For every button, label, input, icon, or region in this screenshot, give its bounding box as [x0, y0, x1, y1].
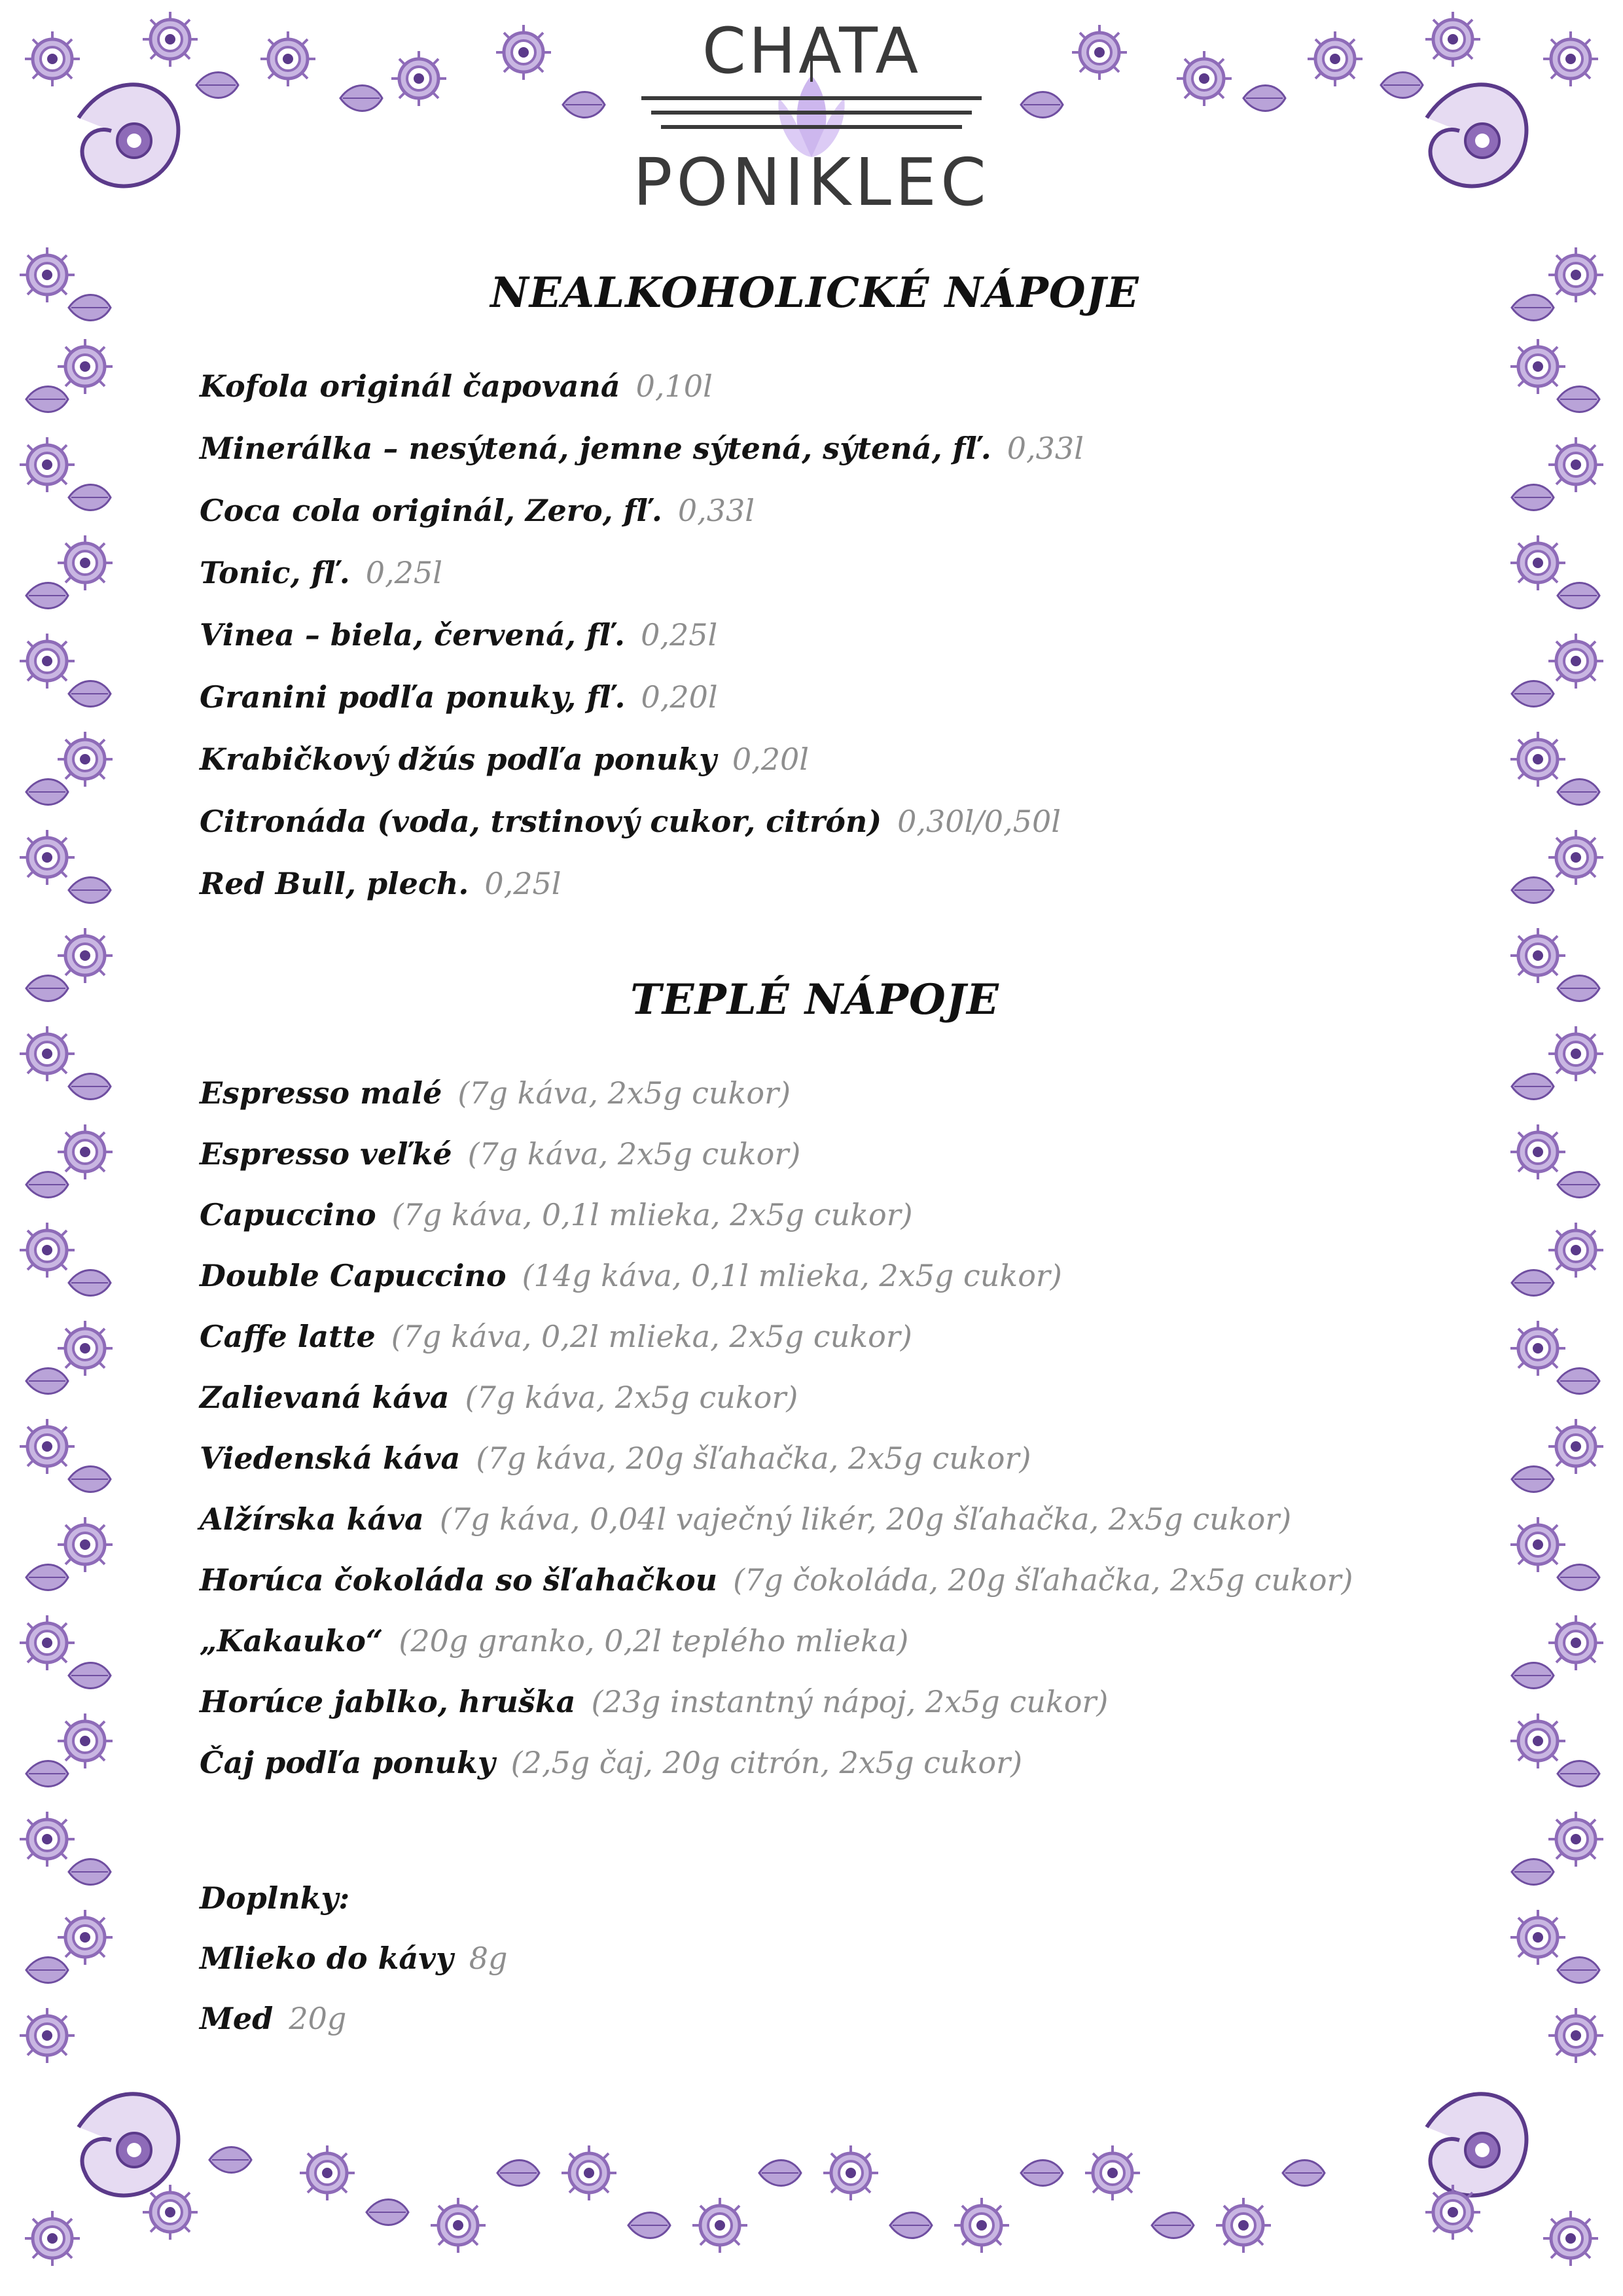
- item-name: Espresso veľké: [200, 1136, 452, 1172]
- item-name: Capuccino: [200, 1197, 376, 1232]
- menu-item: [200, 1743, 1022, 1782]
- menu-item: [200, 1073, 791, 1113]
- menu-item: [200, 1439, 1031, 1478]
- menu-item: [200, 1317, 912, 1356]
- item-name: Red Bull, plech.: [200, 866, 469, 901]
- menu-item: [200, 553, 442, 592]
- item-detail: (7g káva, 20g šľahačka, 2x5g cukor): [476, 1441, 1031, 1476]
- item-name: Kofola originál čapovaná: [200, 368, 620, 404]
- item-detail: (7g čokoláda, 20g šľahačka, 2x5g cukor): [733, 1562, 1353, 1598]
- item-name: Minerálka – nesýtená, jemne sýtená, sýtená, fľ.: [200, 431, 991, 466]
- item-name: Tonic, fľ.: [200, 555, 350, 590]
- item-name: Caffe latte: [200, 1319, 376, 1354]
- item-detail: (2,5g čaj, 20g citrón, 2x5g cukor): [510, 1745, 1023, 1780]
- menu-item: [200, 1499, 1291, 1539]
- menu-item: [200, 677, 718, 717]
- item-detail: 0,25l: [484, 866, 562, 901]
- section-title-teple: TEPLÉ NÁPOJE: [630, 975, 999, 1024]
- item-detail: (14g káva, 0,1l mlieka, 2x5g cukor): [522, 1258, 1062, 1293]
- menu-item: [200, 429, 1084, 468]
- item-name: Vinea – biela, červená, fľ.: [200, 617, 626, 653]
- item-detail: (7g káva, 0,2l mlieka, 2x5g cukor): [391, 1319, 912, 1354]
- item-name: Krabičkový džús podľa ponuky: [200, 742, 717, 777]
- menu-item: [200, 1939, 507, 1978]
- item-detail: 0,33l: [1007, 431, 1084, 466]
- logo-bottom-text: PONIKLEC: [633, 144, 990, 221]
- item-detail: 0,33l: [677, 493, 755, 528]
- item-name: Zalievaná káva: [200, 1380, 450, 1415]
- item-detail: 0,25l: [641, 617, 718, 653]
- menu-item: [200, 740, 809, 779]
- item-detail: 0,30l/0,50l: [897, 804, 1061, 839]
- menu-item: [200, 1134, 800, 1174]
- chata-poniklec-logo: [628, 7, 995, 221]
- menu-item: [200, 491, 755, 530]
- item-detail: 0,10l: [635, 368, 713, 404]
- item-detail: (23g instantný nápoj, 2x5g cukor): [591, 1684, 1109, 1719]
- menu-item: [200, 1682, 1108, 1721]
- menu-item: [200, 864, 562, 903]
- item-detail: (7g káva, 2x5g cukor): [465, 1380, 798, 1415]
- item-name: Med: [200, 2001, 274, 2036]
- item-name: Citronáda (voda, trstinový cukor, citrón): [200, 804, 882, 839]
- item-detail: 0,20l: [641, 679, 718, 715]
- menu-item: [200, 1256, 1062, 1295]
- item-name: Mlieko do kávy: [200, 1941, 454, 1976]
- item-detail: (7g káva, 0,1l mlieka, 2x5g cukor): [391, 1197, 913, 1232]
- item-detail: 0,25l: [365, 555, 442, 590]
- item-detail: (7g káva, 2x5g cukor): [467, 1136, 801, 1172]
- section-title-nealko: NEALKOHOLICKÉ NÁPOJE: [490, 268, 1139, 317]
- item-detail: (7g káva, 0,04l vaječný likér, 20g šľahačka, 2x5g cukor): [439, 1501, 1292, 1537]
- item-detail: (7g káva, 2x5g cukor): [457, 1075, 791, 1111]
- item-name: Espresso malé: [200, 1075, 442, 1111]
- menu-item: [200, 1560, 1353, 1600]
- item-name: Horúca čokoláda so šľahačkou: [200, 1562, 718, 1598]
- menu-item: [200, 1195, 913, 1234]
- menu-item: [200, 615, 717, 655]
- menu-item: [200, 367, 713, 406]
- item-detail: 8g: [469, 1941, 508, 1976]
- item-name: Čaj podľa ponuky: [200, 1745, 495, 1780]
- item-detail: 0,20l: [732, 742, 810, 777]
- item-name: Double Capuccino: [200, 1258, 507, 1293]
- menu-item: [200, 802, 1061, 841]
- item-name: Granini podľa ponuky, fľ.: [200, 679, 626, 715]
- item-name: Horúce jablko, hruška: [200, 1684, 576, 1719]
- item-name: „Kakauko“: [200, 1623, 383, 1659]
- extras-heading: [200, 1878, 349, 1918]
- item-detail: (20g granko, 0,2l teplého mlieka): [399, 1623, 909, 1659]
- logo-top-text: CHATA: [702, 14, 921, 88]
- menu-item: [200, 1999, 346, 2038]
- menu-item: [200, 1621, 908, 1660]
- item-name: Coca cola originál, Zero, fľ.: [200, 493, 662, 528]
- item-name: Alžírska káva: [200, 1501, 424, 1537]
- item-name: Viedenská káva: [200, 1441, 461, 1476]
- menu-item: [200, 1378, 798, 1417]
- extras-heading-label: Doplnky:: [200, 1880, 350, 1916]
- item-detail: 20g: [289, 2001, 347, 2036]
